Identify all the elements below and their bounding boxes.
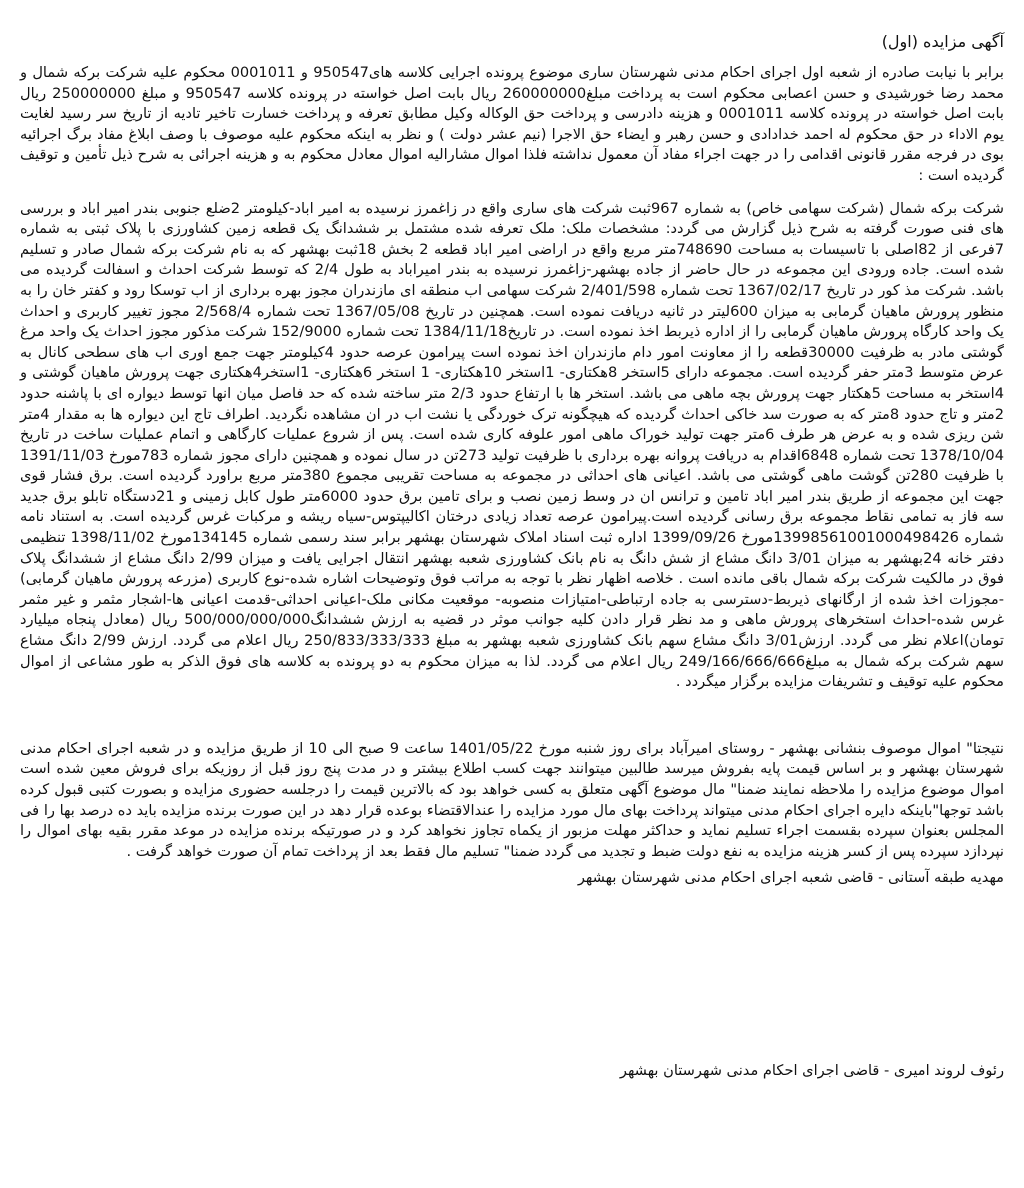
- notice-paragraph-judgment: برابر با نیابت صادره از شعبه اول اجرای احکام مدنی شهرستان ساری موضوع پرونده اجرایی کلاسه های950547 و 0001011 محکوم علیه شرکت برکه شمال و محمد رضا خورشیدی و حسن اعصابی محکوم است به پرداخت مبلغ260000000 ریال بابت اصل خواسته در پرونده کلاسه 950547 و مبلغ 250000000 ریال بابت اصل خواسته در پرونده کلاسه 0001011 و هزینه دادرسی و پرداخت حق الوکاله وکیل مطابق تعرفه و پرداخت خسارت تاخیر تادیه از تاریخ سر رسید لغایت یوم الاداء در حق محکوم له احمد خدادادی و حسن رهبر و ایضاء حق الاجرا (نیم عشر دولت ) و نظر به اینکه محکوم علیه موصوف با وصف ابلاغ مفاد برگ اجرائیه بوی در فرجه مقرر قانونی اقدامی را در جهت اجراء مفاد آن معمول نداشته فلذا اموال مشارالیه اموال معادل محکوم به و هزینه اجرائی به شرح ذیل تأمین و توقیف گردیده است :: [20, 64, 1004, 184]
- notice-paragraph-auction: نتیجتا" اموال موصوف بنشانی بهشهر - روستای امیرآباد برای روز شنبه مورخ 1401/05/22 ساعت 9 صبح الی 10 از طریق مزایده و در شعبه اجرای احکام مدنی شهرستان بهشهر و بر اساس قیمت پایه بفروش میرسد طالبین میتوانند جهت کسب اطلاع بیشتر و در مدت پنج روز قبل از روزیکه برای فروش معین شده است اموال موضوع مزایده را ملاحظه نمایند ضمنا" مال موضوع آگهی متعلق به کسی خواهد بود که بالاترین قیمت را درجلسه حضوری مزایده و بصورت کتبی قبول کرده باشد توجها"باینکه دایره اجرای احکام مدنی میتواند پرداخت بهای مال مورد مزایده را عندالاقتضاء بوعده قرار دهد در این صورت برنده مزایده باید ده درصد بها را فی المجلس بعنوان سپرده بقسمت اجراء تسلیم نماید و حداکثر مهلت مزبور از یکماه تجاوز نخواهد کرد و در صورتیکه برنده مزایده در موعد مقرر بقیه بهای اموال را نپردازد سپرده پس از کسر هزینه مزایده به نفع دولت ضبط و تجدید می گردد ضمنا" تسلیم مال فقط بعد از پرداخت تمام آن صورت خواهد گرفت .: [20, 739, 1004, 860]
- notice-paragraph-property: شرکت برکه شمال (شرکت سهامی خاص) به شماره 967ثبت شرکت های ساری واقع در زاغمرز نرسیده به امیر اباد-کیلومتر 2ضلع جنوبی بندر امیر اباد و بررسی های فنی صورت گرفته به شرح ذیل گزارش می گردد: مشخصات ملک: ملک تعرفه شده مشتمل بر ششدانگ یک قطعه زمین کشاورزی با پلاک ثبتی به شماره 7فرعی از 82اصلی با تاسیسات به مساحت 748690متر مربع واقع در اراضی امیر اباد قطعه 2 بخش 18ثبت بهشهر که به نام شرکت برکه شمال صادر و تسلیم شده است. جاده ورودی این مجموعه در حال حاضر از جاده بهشهر-زاغمرز نرسیده به بندر امیراباد به طول 2/4 که توسط شرکت احداث و اسفالت گردیده می باشد. شرکت مذ کور در تاریخ 1367/02/17 تحت شماره 2/401/598 شرکت سهامی اب منطقه ای مازندران مجوز بهره برداری از اب توسکا رود و کفتر خان را به منظور پرورش ماهیان گرمابی به میزان 600لیتر در ثانیه دریافت نموده است. همچنین در تاریخ 1367/05/08 تحت شماره 2/568/4 مجوز تغییر کاربری و احداث یک واحد کارگاه پرورش ماهیان گرمابی را از اداره ذیربط اخذ نموده است. در تاریخ1384/11/18 تحت شماره 152/9000 شرکت مذکور مجوز احداث یک واحد مرغ گوشتی مادر به ظرفیت 30000قطعه را از معاونت امور دام مازندران اخذ نموده است پیرامون عرصه حدود 4کیلومتر جهت جمع اوری اب های سطحی کانال به عرض متوسط 3متر حفر گردیده است. مجموعه دارای 5استخر 8هکتاری- 1استخر 10هکتاری- 1 استخر 6هکتاری- 1استخر4هکتاری جهت پرورش ماهیان گوشتی و 4استخر به مساحت 5هکتار جهت پرورش بچه ماهی می باشد. استخر ها با ارتفاع حدود 2/3 متر ساخته شده که حد فاصل میان انها توسط دیواره ای با پاشنه حدود 2متر و تاج حدود 8متر که به صورت سد خاکی احداث گردیده که هیچگونه ترک خوردگی یا نشت اب در ان مشاهده نگردید. اطراف تاج این دیواره ها به مقدار 4متر شن ریزی شده و به عرض هر طرف 6متر جهت تولید خوراک ماهی امور علوفه کاری شده است. پس از شروع عملیات کارگاهی و اتمام عملیات ساخت در تاریخ 1378/10/04 تحت شماره 6848اقدام به دریافت پروانه بهره برداری با ظرفیت تولید 273تن در سال نموده و همچنین دارای مجوز شماره 783مورخ 1391/11/03 با ظرفیت 280تن گوشت ماهی گوشتی می باشد. اعیانی های احداثی در مجموعه به مساحت تقریبی مجموع 380متر مربع براورد گردیده است. برق فشار قوی جهت این مجموعه از طریق بندر امیر اباد تامین و ترانس ان در وسط زمین نصب و برای تامین برق حدود 6000متر طول کابل زمینی و 21دستگاه تابلو برق جدید سه فاز به تمامی نقاط مجموعه برق رسانی گردیده است.پیرامون عرصه تعداد زیادی درختان اکالیپتوس-سیاه ریشه و مرکبات غرس گردیده است. به استناد نامه شماره 139985610010004984‌26مورخ 1399/09/26 اداره ثبت اسناد املاک شهرستان بهشهر برابر سند رسمی شماره 134145مورخ 1398/11/02 تنظیمی دفتر خانه 24بهشهر به میزان 3/01 دانگ مشاع از شش دانگ به نام بانک کشاورزی شعبه بهشهر انتقال اجرایی یافت و میزان 2/99 دانگ مشاع از ششدانگ پلاک فوق در مالکیت شرکت برکه شمال باقی مانده است . خلاصه اظهار نظر با توجه به مراتب فوق وتوضیحات اشاره شده-نوع کاربری (مزرعه پرورش ماهیان گرمابی) -مجوزات اخذ شده از ارگانهای ذیربط-دسترسی به جاده ارتباطی-امتیازات منصوبه- موقعیت مکانی ملک-اعیانی احداثی-قدمت اعیانی ها-اشجار مثمر و غیر مثمر غرس شده-احداث استخرهای پرورش ماهی و مد نظر قرار دادن کلیه جوانب موثر در قضیه به ارزش ششدانگ500/000/000/000 ریال (معادل پنجاه میلیارد تومان)اعلام نظر می گردد. ارزش3/01 دانگ مشاع سهم بانک کشاورزی شعبه بهشهر به مبلغ 250/833/333/333 ریال اعلام می گردد. ارزش 2/99 دانگ مشاع سهم شرکت برکه شمال به مبلغ249/166/666/666 ریال اعلام می گردد. لذا به میزان محکوم به دو پرونده به کلاسه های فوق الذکر به طور مشاعی از اموال محکوم علیه توقیف و تشریفات مزایده برگزار میگردد .: [20, 199, 1005, 691]
- signature-judge-execution: رئوف لروند امیری - قاضی اجرای احکام مدنی شهرستان بهشهر: [619, 1062, 1004, 1079]
- notice-title: آگهی مزایده (اول): [881, 32, 1004, 51]
- signature-judge-branch: مهدیه طبقه آستانی - قاضی شعبه اجرای احکام مدنی شهرستان بهشهر: [577, 869, 1004, 887]
